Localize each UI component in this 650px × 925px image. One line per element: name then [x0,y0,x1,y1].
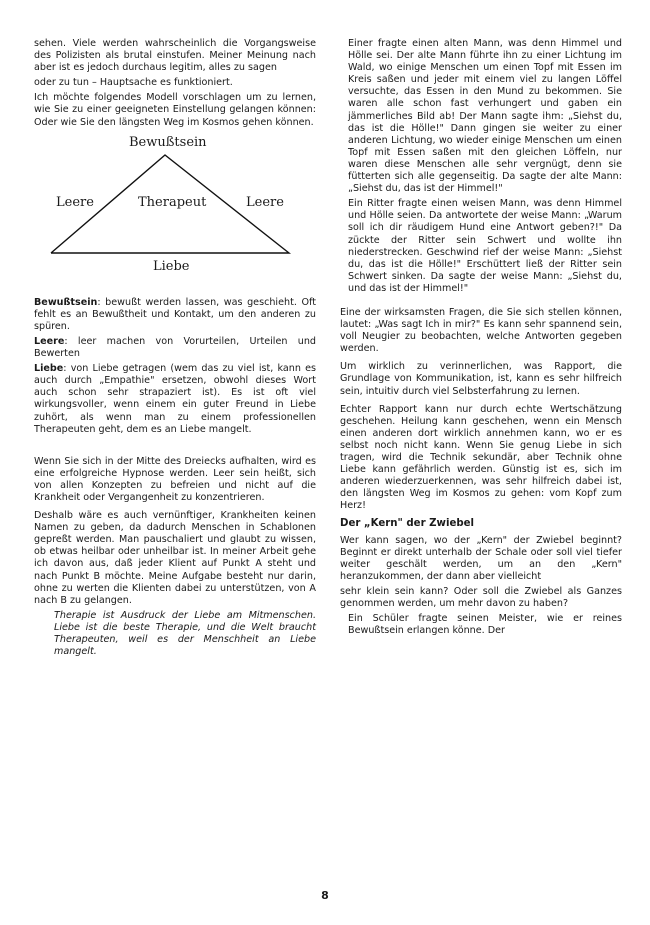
italic-quote: Therapie ist Ausdruck der Liebe am Mitmenschen. Liebe ist die beste Therapie, und die Welt braucht Therapeuten, weil es der Menschheit an Liebe mangelt. [54,609,316,658]
paragraph: Eine der wirksamsten Fragen, die Sie sich stellen können, lautet: „Was sagt Ich in mir?" Es kann sehr spannend sein, voll Neugier zu beobachten, welche Antworten gegeben werden. [340,306,622,355]
diagram-label-center: Therapeut [138,194,207,210]
right-column [340,38,622,643]
definition-text: : bewußt werden lassen, was geschieht. Oft fehlt es an Bewußtheit und Kontakt, um den anderen zu spüren. [34,296,316,332]
story-paragraph: Ein Ritter fragte einen weisen Mann, was denn Himmel und Hölle seien. Da antwortete der weise Mann: „Warum soll ich dir räudigem Hund eine Antwort geben?!" Da zückte der Ritter sein Schwert und wollte ihn niederstrecken. Geschwind rief der weise Mann: „Siehst du, das ist die Hölle!" Erschüttert ließ der Ritter sein Schwert sinken. Da sagte der weise Mann: „Siehst du, und das ist der Himmel!" [348,198,622,294]
definition-text: : leer machen von Vorurteilen, Urteilen und Bewerten [34,335,316,360]
diagram-label-right: Leere [246,194,284,210]
paragraph: Wenn Sie sich in der Mitte des Dreiecks aufhalten, wird es eine erfolgreiche Hypnose werden. Leer sein heißt, sich von allen Konzepten zu befreien und nicht auf die Krankheit oder Vergangenheit zu konzentrieren. [34,455,316,503]
story-paragraph: Einer fragte einen alten Mann, was denn Himmel und Hölle sei. Der alte Mann führte ihn zu einer Lichtung im Wald, wo einige Menschen um einen Topf mit Essen im Kreis saßen und jeder mit einem viel zu langen Löffel versuchte, das Essen in den Mund zu bekommen. Sie waren alle schon fast verhungert und gaben ein jämmerliches Bild ab! Der Mann sagte ihm: „Siehst du, das ist die Hölle!" Dann gingen sie weiter zu einer anderen Lichtung, wo wieder einige Menschen um einen Topf mit Essen saßen mit den gleichen Löffeln, nur waren diese Menschen alle sehr vergnügt, denn sie fütterten sich alle gegenseitig. Da sagte der alte Mann: „Siehst du, das ist der Himmel!" [348,38,622,195]
diagram-label-top: Bewußtsein [129,134,207,150]
paragraph: Deshalb wäre es auch vernünftiger, Krankheiten keinen Namen zu geben, da dadurch Menschen in Schablonen gepreßt werden. Man pauschaliert und glaubt zu wissen, ob etwas heilbar oder unheilbar ist. In meiner Arbeit gehe ich davon aus, daß jeder Klient auf Punkt A steht und nach Punkt B möchte. Meine Aufgabe besteht nur darin, ohne zu werten die Klienten dabei zu unterstützen, von A nach B zu gelangen. [34,510,316,606]
section-heading: Der „Kern" der Zwiebel [340,518,475,530]
page-number: 8 [321,889,329,902]
paragraph: Ich möchte folgendes Modell vorschlagen um zu lernen, wie Sie zu einer geeigneten Einstellung gelangen können: Oder wie Sie den längsten Weg im Kosmos gehen können. [34,92,316,128]
definition [34,363,316,436]
diagram-label-left: Leere [56,194,94,210]
triangle-diagram [34,134,316,287]
paragraph: sehen. Viele werden wahrscheinlich die Vorgangsweise des Polizisten als brutal einstufen. Meiner Meinung nach aber ist es jedoch durchaus legitim, alles zu sagen [34,38,316,74]
paragraph: oder zu tun – Hauptsache es funktioniert. [34,77,233,89]
definition-text: : von Liebe getragen (wem das zu viel ist, kann es auch durch „Empathie" ersetzen, obwohl dieses Wort auch schon sehr strapaziert ist). Es ist oft viel wirkungsvoller, wenn einem ein guter Freund in Liebe zuhört, als wenn man zu einem professionellen Therapeuten geht, dem es an Liebe mangelt. [34,363,316,435]
definition [34,297,316,333]
paragraph: Echter Rapport kann nur durch echte Wertschätzung geschehen. Heilung kann geschehen, wenn ein Mensch einen anderen dort wirklich annehmen kann, wo er es selbst noch nicht kann. Wenn Sie genug Liebe in sich tragen, wird die Technik sekundär, aber Technik ohne Liebe kann gefährlich werden. Günstig ist es, sich im anderen wiederzuerkennen, was sehr hilfreich dabei ist, den längsten Weg im Kosmos zu gehen: vom Kopf zum Herz! [340,403,622,512]
paragraph: sehr klein sein kann? Oder soll die Zwiebel als Ganzes genommen werden, um mehr davon zu haben? [340,585,622,610]
left-column [34,38,316,664]
definition [34,336,316,360]
definition-term: Liebe [34,363,64,375]
paragraph: Um wirklich zu verinnerlichen, was Rapport, die Grundlage von Kommunikation, ist, kann es sehr hilfreich sein, intuitiv durch viel Selbsterfahrung zu lernen. [340,361,622,397]
paragraph: Ein Schüler fragte seinen Meister, wie er reines Bewußtsein erlangen könne. Der [348,613,622,637]
definition-term: Leere [34,335,65,347]
definition-term: Bewußtsein [34,296,98,308]
paragraph: Wer kann sagen, wo der „Kern" der Zwiebel beginnt? Beginnt er direkt unterhalb der Schale oder soll viel tiefer weiter geschält werden, um an den „Kern" heranzukommen, der dann aber vielleicht [340,534,622,582]
diagram-label-bottom: Liebe [153,258,190,274]
